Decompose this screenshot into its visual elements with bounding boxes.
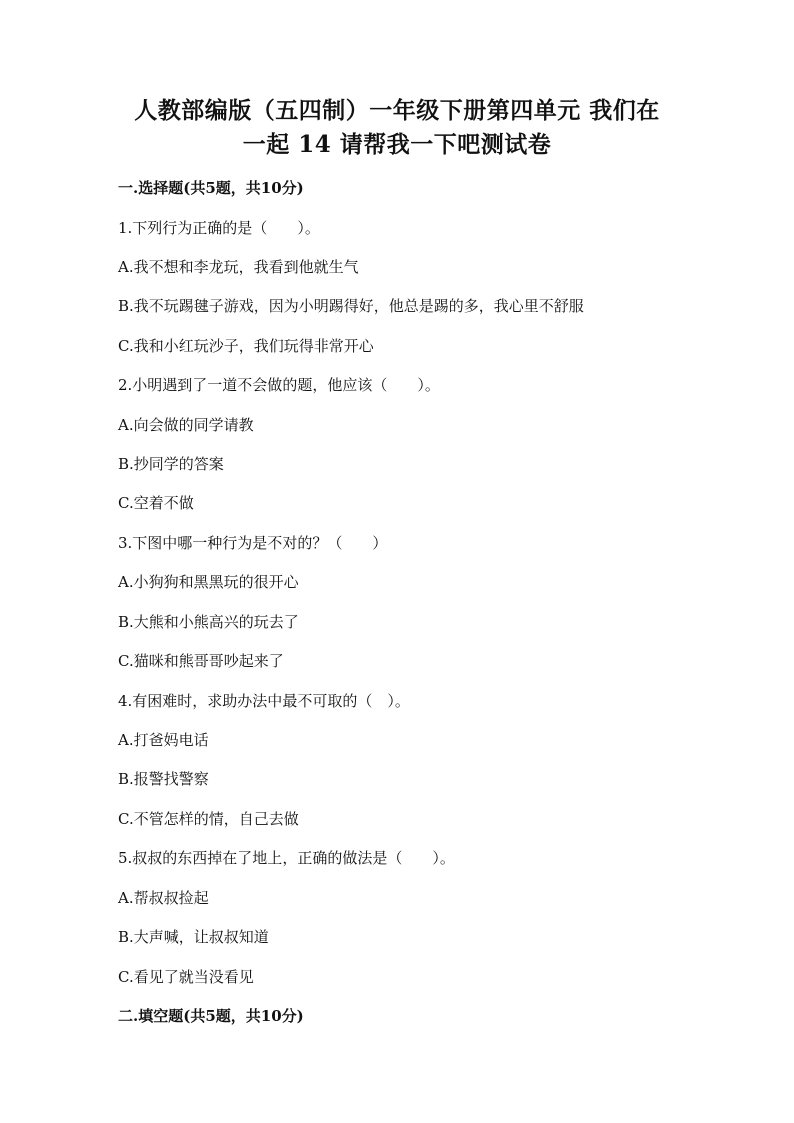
question-1-stem: 1.下列行为正确的是（ ）。 [118,219,320,237]
exam-title-line2: 一起 14 请帮我一下吧测试卷 [242,131,552,158]
question-2-option-b: B.抄同学的答案 [118,455,224,473]
section-header-fill-in-blank: 二.填空题(共5题，共10分) [118,1007,304,1025]
question-5-stem: 5.叔叔的东西掉在了地上，正确的做法是（ ）。 [118,849,455,867]
question-4-option-b: B.报警找警察 [118,770,209,788]
question-1-option-a: A.我不想和李龙玩，我看到他就生气 [118,258,359,276]
question-4-stem: 4.有困难时，求助办法中最不可取的（ ）。 [118,692,410,710]
question-1-option-c: C.我和小红玩沙子，我们玩得非常开心 [118,337,374,355]
question-4-option-c: C.不管怎样的情，自己去做 [118,810,299,828]
question-5-option-b: B.大声喊，让叔叔知道 [118,928,269,946]
question-5-option-c: C.看见了就当没看见 [118,968,254,986]
question-4-option-a: A.打爸妈电话 [118,731,209,749]
question-3-stem: 3.下图中哪一种行为是不对的？（ ） [118,534,388,552]
question-1-option-b: B.我不玩踢毽子游戏，因为小明踢得好，他总是踢的多，我心里不舒服 [118,297,584,315]
exam-title-line1: 人教部编版（五四制）一年级下册第四单元 我们在 [134,97,660,124]
question-5-option-a: A.帮叔叔捡起 [118,889,209,907]
question-2-option-c: C.空着不做 [118,494,194,512]
question-2-option-a: A.向会做的同学请教 [118,416,254,434]
question-3-option-a: A.小狗狗和黑黑玩的很开心 [118,573,299,591]
question-3-option-c: C.猫咪和熊哥哥吵起来了 [118,652,284,670]
section-header-multiple-choice: 一.选择题(共5题，共10分) [118,179,304,197]
question-2-stem: 2.小明遇到了一道不会做的题，他应该（ ）。 [118,376,440,394]
question-3-option-b: B.大熊和小熊高兴的玩去了 [118,613,299,631]
